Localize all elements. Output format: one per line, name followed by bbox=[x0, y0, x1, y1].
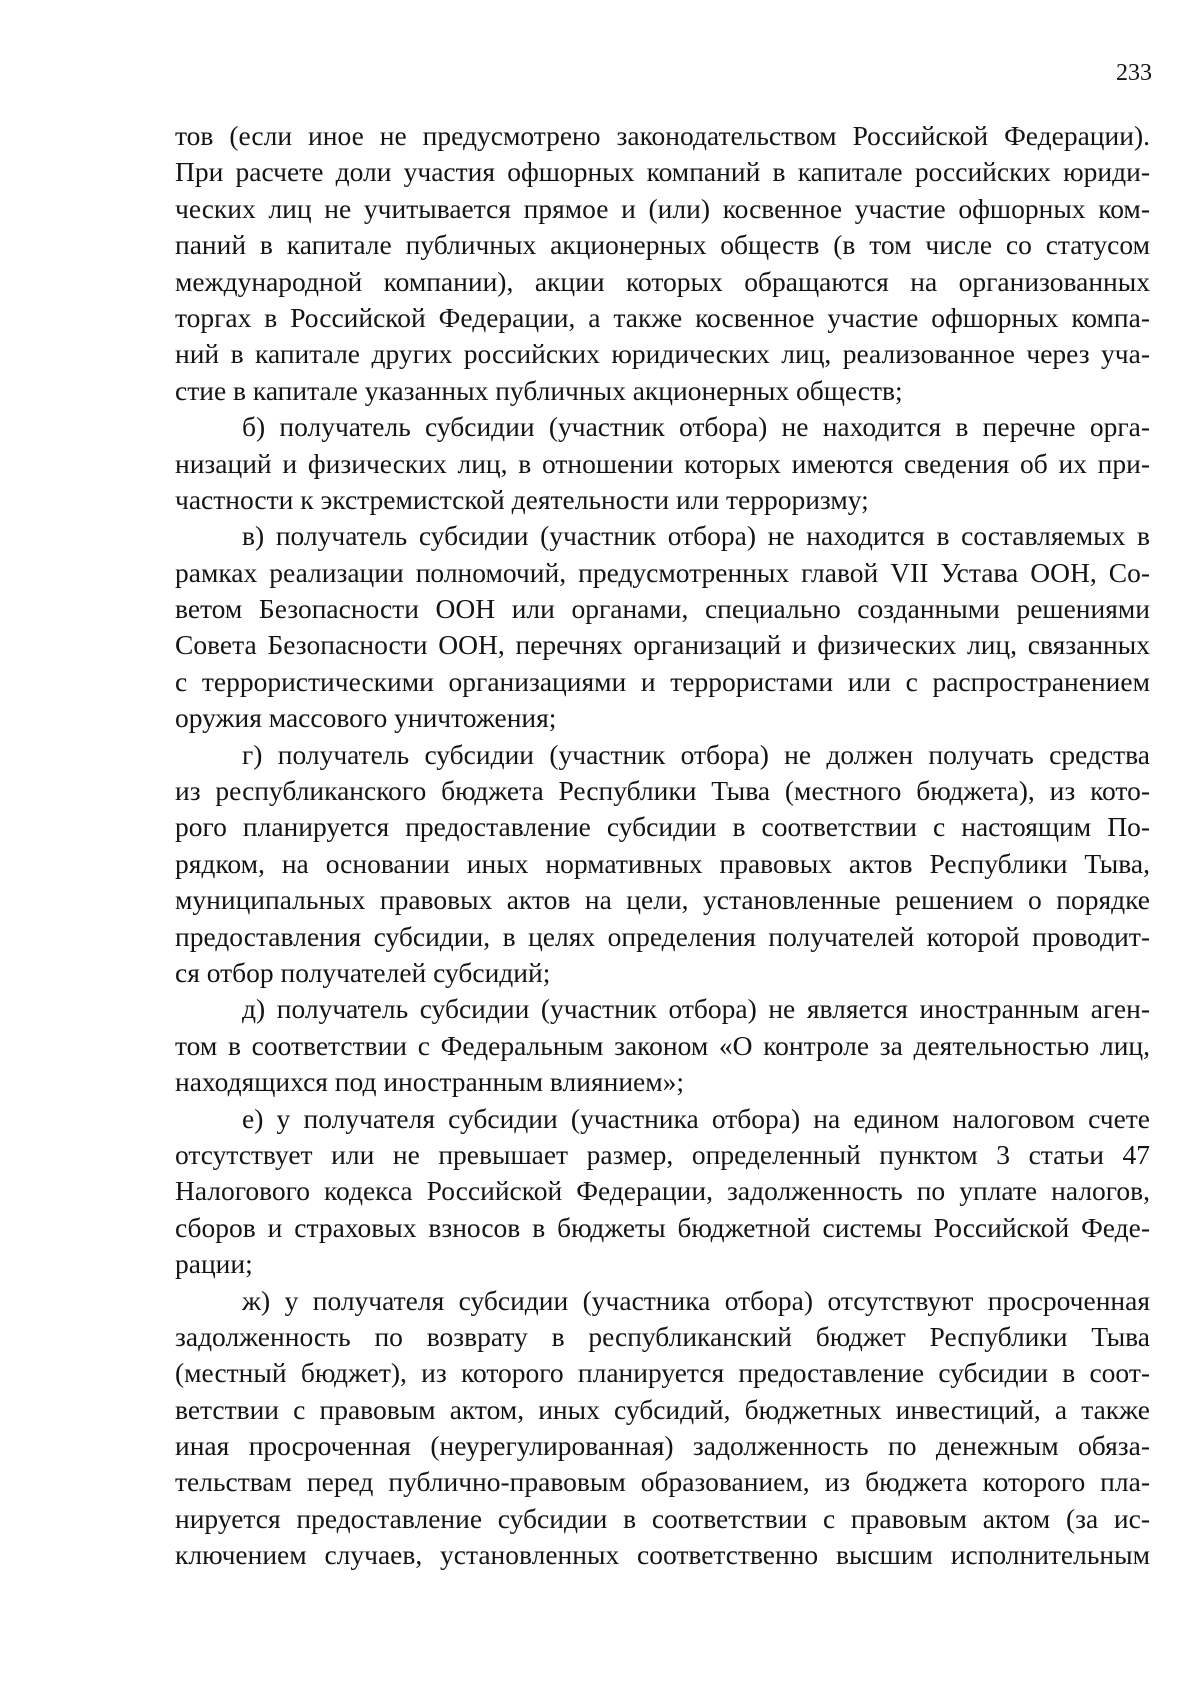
text-line: ний в капитале других российских юридических лиц, реализованное через уча- bbox=[175, 338, 1150, 370]
text-line: с террористическими организациями и террористами или с распространением bbox=[175, 665, 1150, 697]
text-line: (местный бюджет), из которого планируется предоставление субсидии в соот- bbox=[175, 1357, 1150, 1389]
paragraph-first-line: в) получатель субсидии (участник отбора) не находится в составляемых в bbox=[242, 520, 1150, 552]
text-line: рядком, на основании иных нормативных правовых актов Республики Тыва, bbox=[175, 847, 1150, 879]
text-line: муниципальных правовых актов на цели, установленные решением о порядке bbox=[175, 884, 1150, 916]
text-line: задолженность по возврату в республиканский бюджет Республики Тыва bbox=[175, 1320, 1150, 1352]
page-number: 233 bbox=[1116, 60, 1152, 86]
text-line: из республиканского бюджета Республики Тыва (местного бюджета), из кото- bbox=[175, 775, 1150, 807]
text-line: низаций и физических лиц, в отношении которых имеются сведения об их при- bbox=[175, 447, 1150, 479]
text-line: рамках реализации полномочий, предусмотренных главой VII Устава ООН, Со- bbox=[175, 556, 1150, 588]
text-line: При расчете доли участия офшорных компаний в капитале российских юриди- bbox=[175, 156, 1150, 188]
text-line: ветом Безопасности ООН или органами, специально созданными решениями bbox=[175, 593, 1150, 625]
text-line: ческих лиц не учитывается прямое и (или) косвенное участие офшорных ком- bbox=[175, 192, 1150, 224]
text-line: ся отбор получателей субсидий; bbox=[175, 956, 551, 988]
text-line: находящихся под иностранным влиянием»; bbox=[175, 1066, 685, 1098]
text-line: предоставления субсидии, в целях определения получателей которой проводит- bbox=[175, 920, 1150, 952]
text-line: ключением случаев, установленных соответственно высшим исполнительным bbox=[175, 1539, 1150, 1571]
paragraph-first-line: ж) у получателя субсидии (участника отбора) отсутствуют просроченная bbox=[242, 1284, 1150, 1316]
paragraph-first-line: г) получатель субсидии (участник отбора) не должен получать средства bbox=[242, 738, 1150, 770]
text-line: паний в капитале публичных акционерных обществ (в том числе со статусом bbox=[175, 229, 1150, 261]
paragraph-first-line: д) получатель субсидии (участник отбора) не является иностранным аген- bbox=[242, 993, 1150, 1025]
text-line: ветствии с правовым актом, иных субсидий, бюджетных инвестиций, а также bbox=[175, 1393, 1150, 1425]
text-line: оружия массового уничтожения; bbox=[175, 702, 557, 734]
text-line: отсутствует или не превышает размер, определенный пунктом 3 статьи 47 bbox=[175, 1138, 1150, 1170]
text-line: Налогового кодекса Российской Федерации, задолженность по уплате налогов, bbox=[175, 1175, 1150, 1207]
text-line: стие в капитале указанных публичных акционерных обществ; bbox=[175, 374, 903, 406]
document-body bbox=[175, 118, 1150, 1574]
text-line: тельствам перед публично-правовым образованием, из бюджета которого пла- bbox=[175, 1466, 1150, 1498]
text-line: международной компании), акции которых обращаются на организованных bbox=[175, 265, 1150, 297]
paragraph-first-line: б) получатель субсидии (участник отбора) не находится в перечне орга- bbox=[242, 411, 1150, 443]
text-line: сборов и страховых взносов в бюджеты бюджетной системы Российской Феде- bbox=[175, 1211, 1150, 1243]
text-line: Совета Безопасности ООН, перечнях организаций и физических лиц, связанных bbox=[175, 629, 1150, 661]
paragraph-first-line: е) у получателя субсидии (участника отбора) на едином налоговом счете bbox=[242, 1102, 1150, 1134]
text-line: торгах в Российской Федерации, а также косвенное участие офшорных компа- bbox=[175, 301, 1150, 333]
text-line: том в соответствии с Федеральным законом «О контроле за деятельностью лиц, bbox=[175, 1029, 1150, 1061]
text-line: нируется предоставление субсидии в соответствии с правовым актом (за ис- bbox=[175, 1502, 1150, 1534]
text-line: тов (если иное не предусмотрено законодательством Российской Федерации). bbox=[175, 120, 1150, 151]
text-line: рого планируется предоставление субсидии в соответствии с настоящим По- bbox=[175, 811, 1150, 843]
text-line: рации; bbox=[175, 1248, 253, 1280]
text-line: иная просроченная (неурегулированная) задолженность по денежным обяза- bbox=[175, 1430, 1150, 1462]
text-line: частности к экстремистской деятельности или терроризму; bbox=[175, 483, 869, 515]
